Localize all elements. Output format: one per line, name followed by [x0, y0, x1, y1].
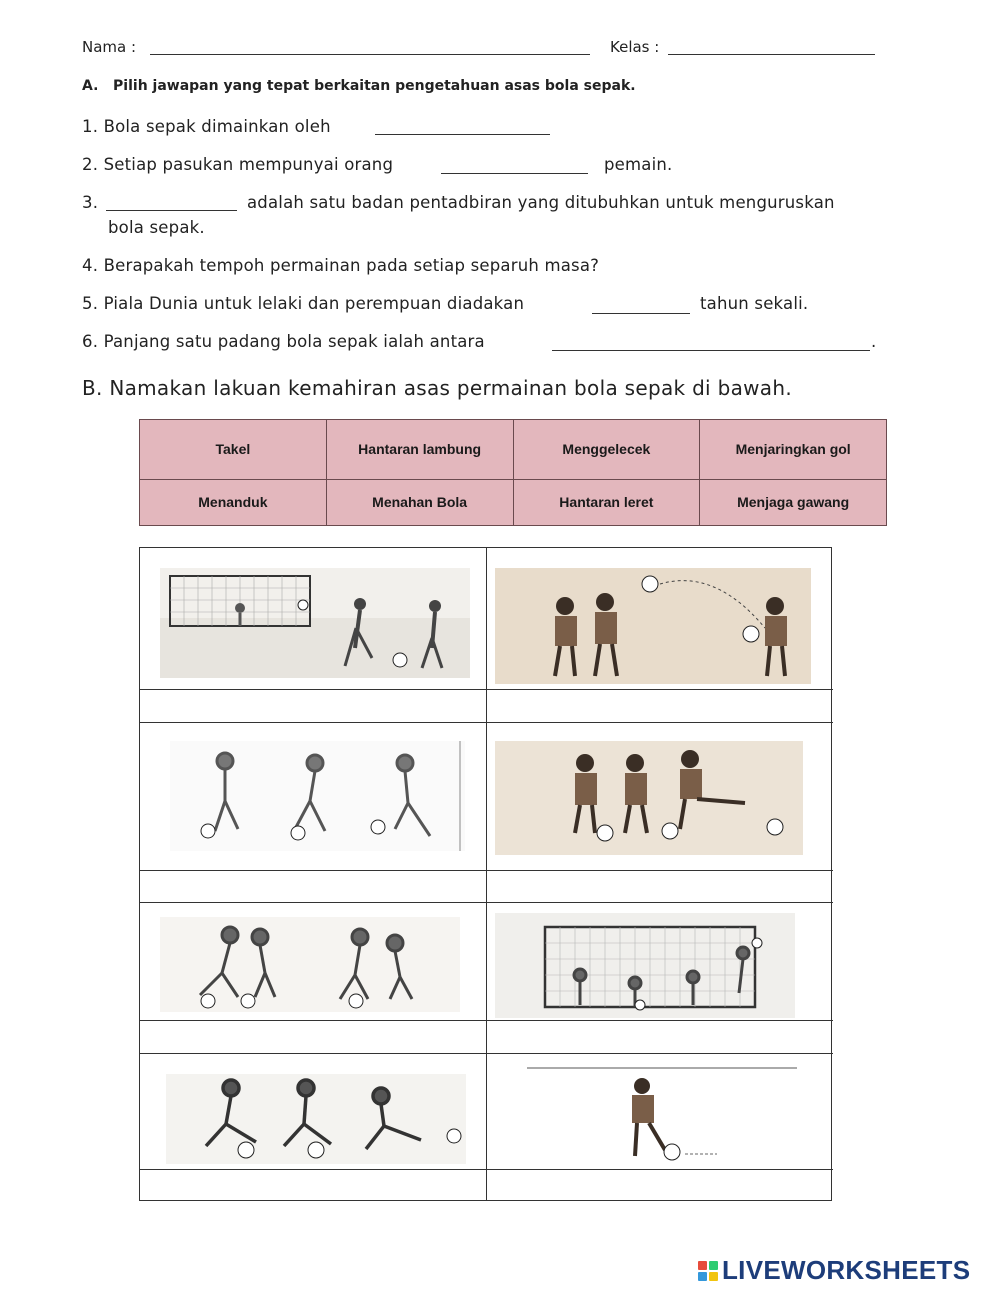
- answer-image-4-input[interactable]: [487, 871, 832, 902]
- dribbling-players-image: [170, 741, 465, 851]
- ground-pass-image: [166, 1074, 466, 1164]
- tackle-players-image: [160, 917, 460, 1012]
- answer-2-input[interactable]: [441, 153, 588, 175]
- option-menjaringkan-gol: Menjaringkan gol: [700, 420, 887, 480]
- answer-1-underline: [375, 134, 550, 135]
- image-cell-4: [487, 723, 833, 871]
- answer-cell-4: [487, 871, 833, 903]
- question-2: 2. Setiap pasukan mempunyai orang: [82, 155, 394, 174]
- option-menahan-bola: Menahan Bola: [326, 480, 513, 526]
- options-table: [139, 419, 887, 526]
- question-3-number: 3.: [82, 193, 99, 212]
- question-4: 4. Berapakah tempoh permainan pada setiap separuh masa?: [82, 256, 600, 275]
- section-b-title: B. Namakan lakuan kemahiran asas permainan bola sepak di bawah.: [82, 376, 792, 400]
- question-5: 5. Piala Dunia untuk lelaki dan perempuan diadakan: [82, 294, 525, 313]
- answer-3-underline: [106, 210, 237, 211]
- image-cell-1: [140, 548, 487, 690]
- nama-input[interactable]: [150, 36, 590, 56]
- heading-ball-image: [495, 568, 811, 684]
- answer-cell-8: [487, 1170, 833, 1201]
- answer-image-3-input[interactable]: [140, 871, 486, 902]
- answer-image-8-input[interactable]: [487, 1170, 832, 1200]
- answer-cell-1: [140, 690, 487, 723]
- image-cell-8: [487, 1054, 833, 1170]
- penalty-kick-goal-image: [160, 568, 470, 678]
- answer-cell-2: [487, 690, 833, 723]
- answer-5-input[interactable]: [592, 292, 690, 314]
- answer-image-1-input[interactable]: [140, 690, 486, 722]
- answer-2-underline: [441, 173, 588, 174]
- image-cell-2: [487, 548, 833, 690]
- answer-image-2-input[interactable]: [487, 690, 832, 722]
- kicking-players-image: [495, 741, 803, 855]
- kelas-underline: [668, 54, 875, 55]
- question-6-suffix: .: [871, 332, 877, 351]
- question-5-suffix: tahun sekali.: [700, 294, 809, 313]
- answer-6-underline: [552, 350, 870, 351]
- option-menjaga-gawang: Menjaga gawang: [700, 480, 887, 526]
- image-cell-7: [140, 1054, 487, 1170]
- answer-cell-6: [487, 1021, 833, 1054]
- liveworksheets-logo: [698, 1255, 970, 1286]
- option-menanduk: Menanduk: [140, 480, 327, 526]
- option-hantaran-lambung: Hantaran lambung: [326, 420, 513, 480]
- option-takel: Takel: [140, 420, 327, 480]
- answer-image-6-input[interactable]: [487, 1021, 832, 1053]
- option-hantaran-leret: Hantaran leret: [513, 480, 700, 526]
- kelas-label: Kelas :: [610, 38, 660, 56]
- section-a-title: A. Pilih jawapan yang tepat berkaitan pengetahuan asas bola sepak.: [82, 78, 636, 94]
- nama-underline: [150, 54, 590, 55]
- image-cell-6: [487, 903, 833, 1021]
- answer-6-input[interactable]: [552, 330, 870, 352]
- question-3-text: adalah satu badan pentadbiran yang ditubuhkan untuk menguruskan: [247, 193, 835, 212]
- question-6: 6. Panjang satu padang bola sepak ialah antara: [82, 332, 485, 351]
- answer-cell-5: [140, 1021, 487, 1054]
- answer-image-7-input[interactable]: [140, 1170, 486, 1200]
- brand-name: LIVEWORKSHEETS: [722, 1255, 971, 1285]
- nama-label: Nama :: [82, 38, 137, 56]
- option-menggelecek: Menggelecek: [513, 420, 700, 480]
- question-1: 1. Bola sepak dimainkan oleh: [82, 117, 331, 136]
- question-2-suffix: pemain.: [604, 155, 673, 174]
- goalkeeper-image: [495, 913, 795, 1018]
- answer-cell-7: [140, 1170, 487, 1201]
- image-cell-3: [140, 723, 487, 871]
- answer-image-5-input[interactable]: [140, 1021, 486, 1053]
- logo-blocks-icon: [698, 1261, 718, 1281]
- image-cell-5: [140, 903, 487, 1021]
- trapping-ball-image: [507, 1064, 807, 1164]
- answer-cell-3: [140, 871, 487, 903]
- answer-5-underline: [592, 313, 690, 314]
- skills-grid: [139, 547, 832, 1201]
- kelas-input[interactable]: [668, 36, 875, 56]
- question-3-text-cont: bola sepak.: [108, 218, 205, 237]
